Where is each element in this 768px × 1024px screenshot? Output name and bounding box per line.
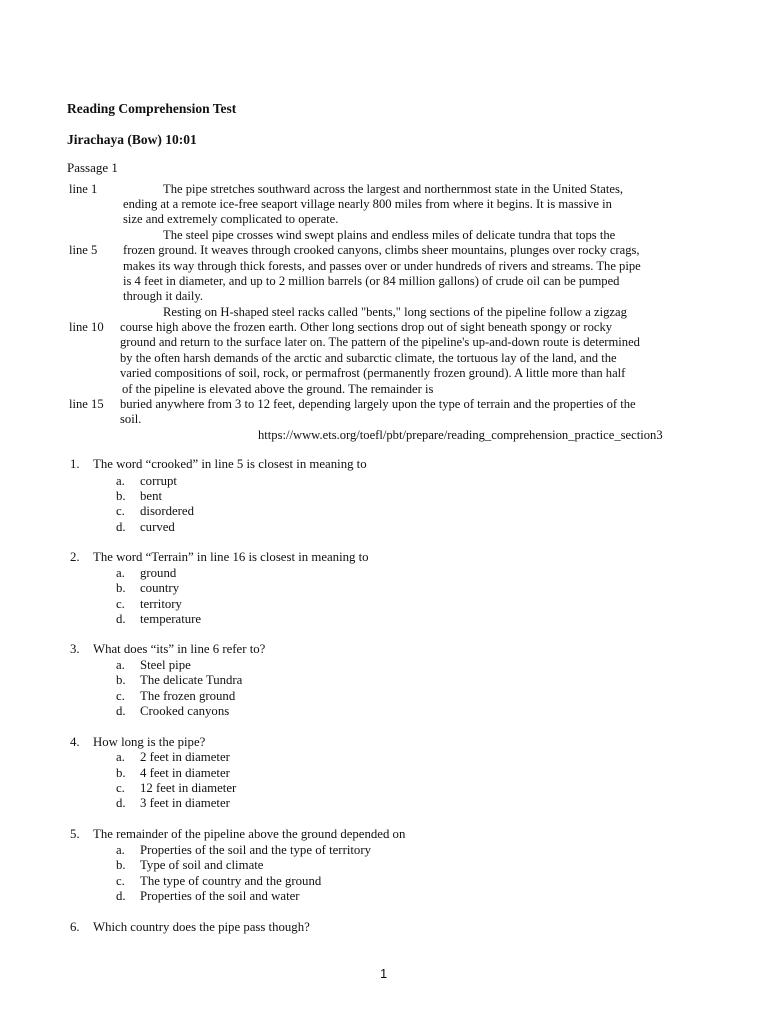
question-number: 4. (70, 735, 80, 749)
option-letter: d. (116, 520, 126, 534)
question-number: 2. (70, 550, 80, 564)
passage-line: varied compositions of soil, rock, or permafrost (permanently frozen ground). A little more than half (120, 366, 626, 380)
option-text: temperature (140, 612, 202, 626)
option-text: Type of soil and climate (140, 858, 264, 872)
option-letter: b. (116, 581, 126, 595)
option-letter: b. (116, 489, 126, 503)
passage-label: Passage 1 (67, 160, 118, 175)
option-letter: c. (116, 597, 125, 611)
page-number: 1 (380, 966, 388, 981)
option-letter: d. (116, 612, 126, 626)
option-text: country (140, 581, 180, 595)
option-text: territory (140, 597, 182, 611)
option-text: The frozen ground (140, 689, 236, 703)
option-letter: c. (116, 874, 125, 888)
passage-line: The pipe stretches southward across the largest and northernmost state in the United States, (163, 182, 624, 196)
option-text: curved (140, 520, 175, 534)
passage-line: makes its way through thick forests, and passes over or under hundreds of rivers and streams. The pipe (123, 259, 641, 273)
passage-line: Resting on H-shaped steel racks called "bents," long sections of the pipeline follow a zigzag (163, 305, 627, 319)
option-letter: a. (116, 843, 125, 857)
option-letter: d. (116, 796, 126, 810)
line-number-label: line 1 (69, 182, 98, 196)
question-number: 5. (70, 827, 80, 841)
option-text: 2 feet in diameter (140, 750, 230, 764)
line-number-label: line 5 (69, 243, 98, 257)
passage-line: through it daily. (123, 289, 203, 303)
option-text: 4 feet in diameter (140, 766, 230, 780)
question-text: The word “crooked” in line 5 is closest in meaning to (93, 457, 367, 471)
option-letter: b. (116, 858, 126, 872)
passage-line: by the often harsh demands of the arctic and subarctic climate, the tortuous lay of the land, and the (120, 351, 617, 365)
student-name-time: Jirachaya (Bow) 10:01 (67, 132, 197, 147)
question-text: Which country does the pipe pass though? (93, 920, 310, 934)
question-number: 3. (70, 642, 80, 656)
question-text: How long is the pipe? (93, 735, 206, 749)
option-text: bent (140, 489, 163, 503)
passage-line: frozen ground. It weaves through crooked canyons, climbs sheer mountains, plunges over rocky crags, (123, 243, 640, 257)
line-number-label: line 15 (69, 397, 104, 411)
passage-line: is 4 feet in diameter, and up to 2 million barrels (or 84 million gallons) of crude oil can be pumped (123, 274, 620, 288)
option-text: ground (140, 566, 177, 580)
question-text: The remainder of the pipeline above the ground depended on (93, 827, 406, 841)
option-text: The delicate Tundra (140, 673, 243, 687)
passage-line: The steel pipe crosses wind swept plains and endless miles of delicate tundra that tops the (163, 228, 616, 242)
option-text: 12 feet in diameter (140, 781, 237, 795)
option-letter: a. (116, 750, 125, 764)
document-title: Reading Comprehension Test (67, 101, 237, 116)
option-text: Crooked canyons (140, 704, 230, 718)
source-url: https://www.ets.org/toefl/pbt/prepare/reading_comprehension_practice_section3 (258, 428, 663, 442)
option-letter: d. (116, 704, 126, 718)
option-text: Properties of the soil and water (140, 889, 300, 903)
option-text: Properties of the soil and the type of territory (140, 843, 371, 857)
passage-line: of the pipeline is elevated above the ground. The remainder is (122, 382, 434, 396)
passage-line: size and extremely complicated to operate. (123, 212, 339, 226)
question-text: The word “Terrain” in line 16 is closest in meaning to (93, 550, 369, 564)
option-text: corrupt (140, 474, 177, 488)
passage-line: soil. (120, 412, 142, 426)
line-number-label: line 10 (69, 320, 104, 334)
option-letter: a. (116, 566, 125, 580)
option-letter: b. (116, 673, 126, 687)
option-letter: c. (116, 689, 125, 703)
option-letter: b. (116, 766, 126, 780)
option-text: The type of country and the ground (140, 874, 322, 888)
option-letter: a. (116, 474, 125, 488)
question-number: 1. (70, 457, 80, 471)
option-letter: d. (116, 889, 126, 903)
question-text: What does “its” in line 6 refer to? (93, 642, 266, 656)
passage-line: ground and return to the surface later on. The pattern of the pipeline's up-and-down route is determined (120, 335, 640, 349)
option-letter: c. (116, 781, 125, 795)
option-letter: a. (116, 658, 125, 672)
option-text: Steel pipe (140, 658, 191, 672)
option-letter: c. (116, 504, 125, 518)
question-number: 6. (70, 920, 80, 934)
option-text: disordered (140, 504, 195, 518)
option-text: 3 feet in diameter (140, 796, 230, 810)
passage-line: ending at a remote ice-free seaport village nearly 800 miles from where it begins. It is massive in (123, 197, 612, 211)
passage-line: course high above the frozen earth. Other long sections drop out of sight beneath spongy or rocky (120, 320, 613, 334)
passage-line: buried anywhere from 3 to 12 feet, depending largely upon the type of terrain and the properties of the (120, 397, 636, 411)
